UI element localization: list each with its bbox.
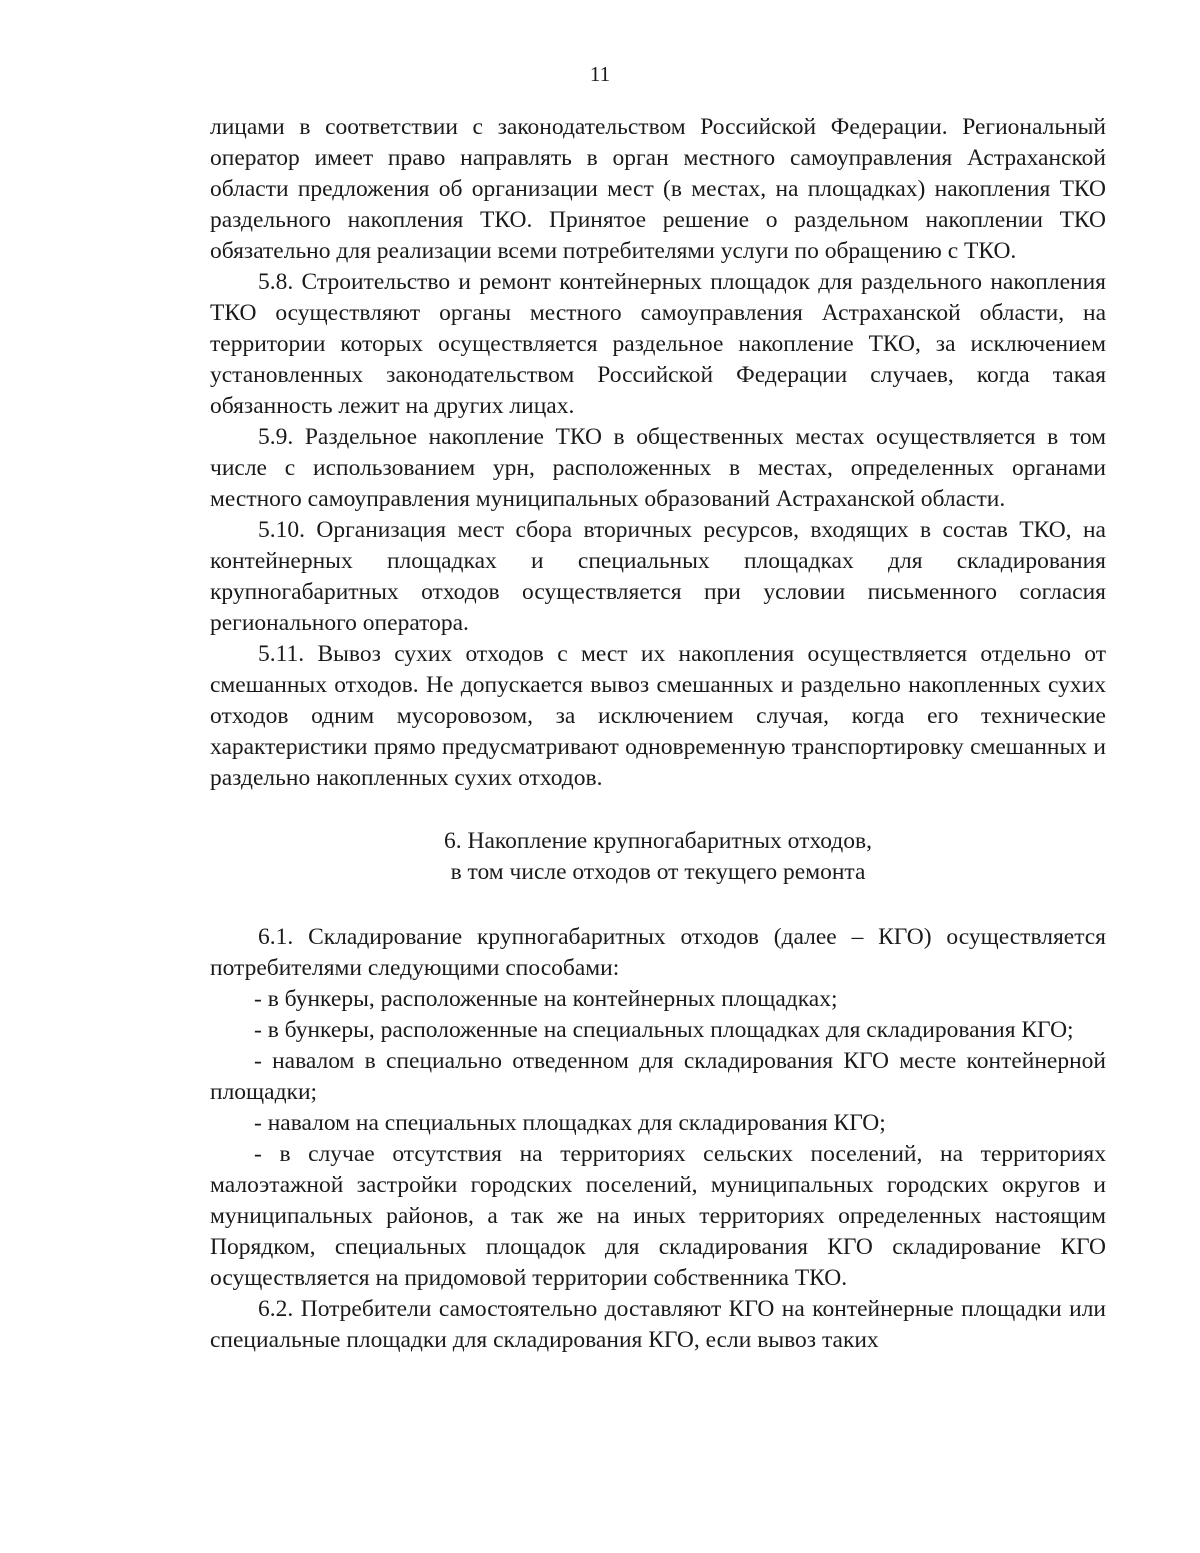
page-number: 11 bbox=[589, 62, 611, 86]
paragraph-6-1: 6.1. Складирование крупногабаритных отходов (далее – КГО) осуществляется потребителями следующими способами: bbox=[210, 924, 1106, 981]
paragraph-continuation: лицами в соответствии с законодательством Российской Федерации. Региональный оператор имеет право направлять в орган местного самоуправления Астраханской области предложения об организации мест (в местах, на площадках) накопления ТКО раздельного накопления ТКО. Принятое решение о раздельном накоплении ТКО обязательно для реализации всеми потребителями услуги по обращению с ТКО. bbox=[210, 114, 1106, 264]
paragraph-5-9: 5.9. Раздельное накопление ТКО в общественных местах осуществляется в том числе с использованием урн, расположенных в местах, определенных органами местного самоуправления муниципальных образований Астраханской области. bbox=[210, 424, 1106, 512]
paragraph-6-2: 6.2. Потребители самостоятельно доставляют КГО на контейнерные площадки или специальные площадки для складирования КГО, если вывоз таких bbox=[210, 1296, 1106, 1353]
list-item-bunkers-container-sites: - в бункеры, расположенные на контейнерных площадках; bbox=[254, 986, 838, 1012]
document-body bbox=[210, 112, 1106, 1356]
list-item-bulk-container-site: - навалом в специально отведенном для складирования КГО месте контейнерной площадки; bbox=[210, 1048, 1106, 1105]
list-item-adjacent-territory: - в случае отсутствия на территориях сельских поселений, на территориях малоэтажной застройки городских поселений, муниципальных городских округов и муниципальных районов, а так же на иных территориях определенных настоящим Порядком, специальных площадок для складирования КГО складирование КГО осуществляется на придомовой территории собственника ТКО. bbox=[210, 1141, 1106, 1291]
paragraph-5-10: 5.10. Организация мест сбора вторичных ресурсов, входящих в состав ТКО, на контейнерных площадках и специальных площадках для складирования крупногабаритных отходов осуществляется при условии письменного согласия регионального оператора. bbox=[210, 517, 1106, 636]
paragraph-5-8: 5.8. Строительство и ремонт контейнерных площадок для раздельного накопления ТКО осуществляют органы местного самоуправления Астраханской области, на территории которых осуществляется раздельное накопление ТКО, за исключением установленных законодательством Российской Федерации случаев, когда такая обязанность лежит на других лицах. bbox=[210, 269, 1106, 419]
paragraph-5-11: 5.11. Вывоз сухих отходов с мест их накопления осуществляется отдельно от смешанных отходов. Не допускается вывоз смешанных и раздельно накопленных сухих отходов одним мусоровозом, за исключением случая, когда его технические характеристики прямо предусматривают одновременную транспортировку смешанных и раздельно накопленных сухих отходов. bbox=[210, 641, 1106, 791]
section-6-title-line-1: 6. Накопление крупногабаритных отходов, bbox=[444, 828, 872, 854]
section-6-heading bbox=[210, 826, 1106, 888]
section-6-title-line-2: в том числе отходов от текущего ремонта bbox=[450, 859, 866, 885]
list-item-bulk-special-sites: - навалом на специальных площадках для складирования КГО; bbox=[254, 1110, 886, 1136]
list-item-bunkers-special-sites: - в бункеры, расположенные на специальных площадках для складирования КГО; bbox=[254, 1017, 1074, 1043]
